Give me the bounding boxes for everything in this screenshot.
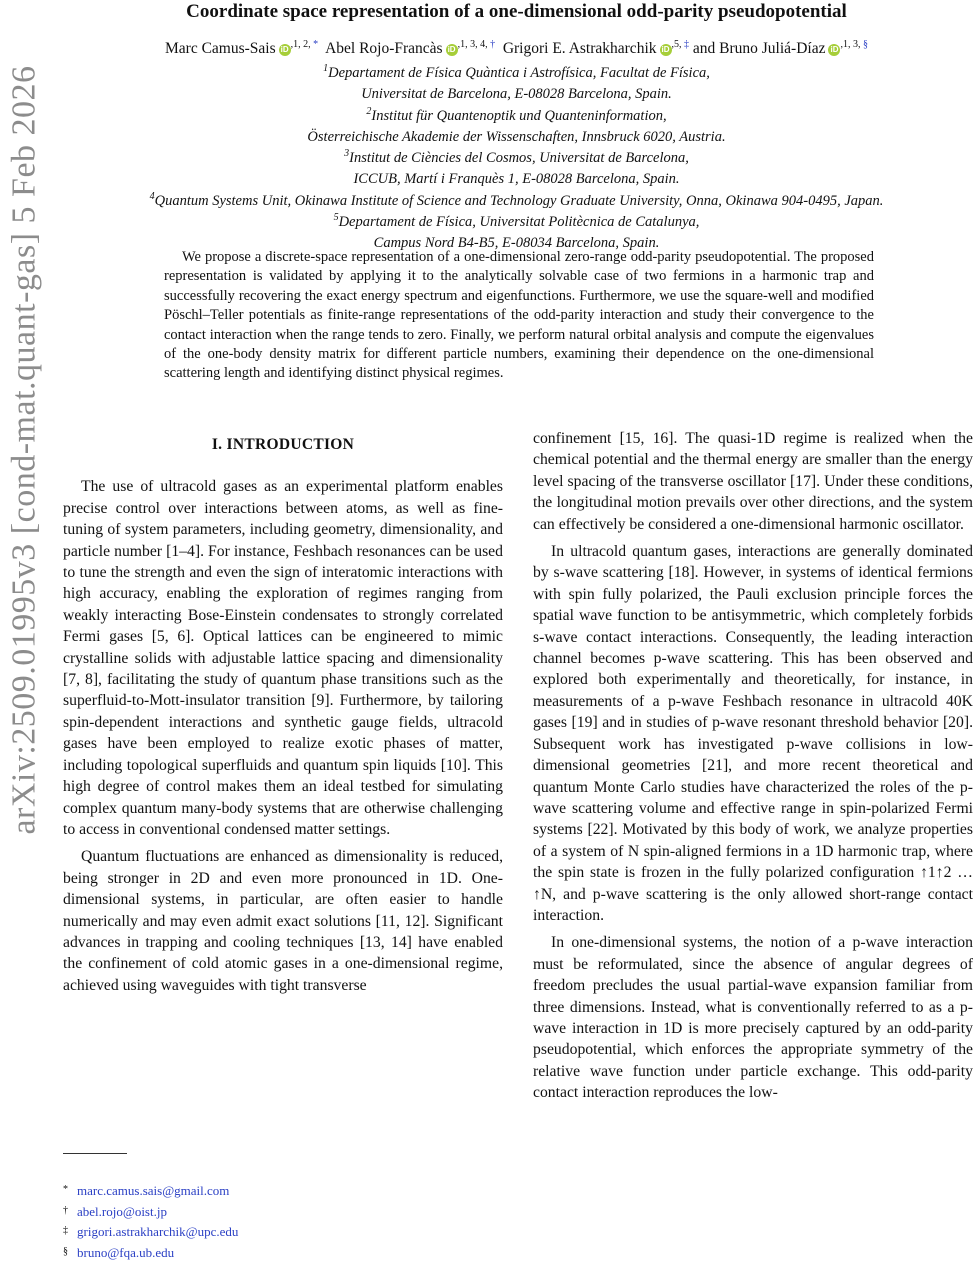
affiliation-line: Österreichische Akademie der Wissenschaften, Innsbruck 6020, Austria. bbox=[307, 128, 726, 145]
footnote: * marc.camus.sais@gmail.com bbox=[63, 1183, 230, 1198]
author-name: Abel Rojo-Francàs bbox=[325, 40, 443, 57]
author-list: Marc Camus-Sais iD $^{,1, 2, *}$ Abel Rojo-Francàs iD $^{,1, 3, 4, \dagger}$ Grigori E. Astrakharchik iD $^{,5, \ddagger}$ and Bruno Juliá-Díaz iD $^{,1, 3, \S}$ bbox=[165, 39, 868, 57]
author-footnote-mark[interactable]: † bbox=[490, 39, 496, 50]
author-name: Grigori E. Astrakharchik bbox=[502, 40, 657, 57]
affiliation-list bbox=[60, 63, 973, 255]
orcid-icon[interactable]: iD bbox=[661, 45, 670, 54]
orcid-icon[interactable]: iD bbox=[280, 45, 289, 54]
paper-title: Coordinate space representation of a one-dimensional odd-parity pseudopotential bbox=[186, 1, 847, 22]
author-footnote-mark[interactable]: ‡ bbox=[684, 39, 689, 50]
footnote: † abel.rojo@oist.jp bbox=[63, 1203, 167, 1219]
body-paragraph: In ultracold quantum gases, interactions are generally dominated by s-wave scattering [18]. However, in systems of identical fermions with spin fully polarized, the Pauli exclusion principle forces the spatial wave function to be antisymmetric, which completely forbids s-wave contact interactions. Consequently, the leading interaction channel becomes p-wave scattering. This has been observed and explored both experimentally and theoretically, for instance, in measurements of a p-wave Feshbach resonance in ultracold 40K gases [19] and in studies of p-wave resonant threshold behavior [20]. Subsequent work has investigated p-wave collisions in low-dimensional geometries [21], and more recent theoretical and quantum Monte Carlo studies have characterized the roles of the p-wave scattering volume and effective range in spin-polarized Fermi systems [22]. Motivated by this body of work, we analyze properties of a system of N spin-aligned fermions in a 1D harmonic trap, where the spin state is frozen in the fully polarized configuration ↑1↑2 … ↑N, and p-wave scattering is the only allowed short-range contact interaction. bbox=[533, 543, 973, 924]
affiliation-line: $^5$Departament de Física, Universitat Politècnica de Catalunya, bbox=[333, 212, 700, 231]
left-column bbox=[63, 430, 503, 996]
affiliation-line: $^3$Institut de Ciències del Cosmos, Universitat de Barcelona, bbox=[344, 148, 689, 167]
affiliation-line: Universitat de Barcelona, E-08028 Barcelona, Spain. bbox=[361, 86, 672, 103]
email-link[interactable]: grigori.astrakharchik@upc.edu bbox=[77, 1224, 239, 1240]
author-name: Bruno Juliá-Díaz bbox=[719, 40, 826, 57]
body-paragraph: In one-dimensional systems, the notion of a p-wave interaction must be reformulated, since the absence of angular degrees of freedom precludes the usual partial-wave expansion familiar from three dimensions. Instead, what is conventionally referred to as a p-wave interaction in 1D is more precisely captured by an odd-parity pseudopotential, which enforces the appropriate symmetry of the relative wave function under particle exchange. This odd-parity contact interaction reproduces the low- bbox=[533, 934, 973, 1102]
author-affil-numbers: 1, 3, bbox=[842, 39, 863, 50]
orcid-icon[interactable]: iD bbox=[447, 45, 456, 54]
section-heading: I. INTRODUCTION bbox=[211, 436, 355, 453]
right-column bbox=[533, 428, 973, 1104]
body-paragraph: The use of ultracold gases as an experimental platform enables precise control over interactions between atoms, as well as fine-tuning of system parameters, including geometry, dimensionality, and particle number [1–4]. For instance, Feshbach resonances can be used to tune the strength and even the sign of interatomic interactions with high accuracy, enabling the exploration of regimes ranging from weakly interacting Bose-Einstein condensates to strongly correlated Fermi gases [5, 6]. Optical lattices can be engineered to mimic crystalline solids with adjustable lattice spacing and dimensionality [7, 8], facilitating the study of quantum phase transitions such as the superfluid-to-Mott-insulator transition [9]. Furthermore, by tailoring spin-dependent interactions and synthetic gauge fields, ultracold gases have been employed to realize exotic phases of matter, including topological superfluids and quantum spin liquids [10]. This high degree of control makes them an ideal testbed for simulating complex quantum many-body systems that are otherwise challenging to access in conventional condensed matter settings. bbox=[63, 478, 503, 838]
author-footnote-mark[interactable]: § bbox=[862, 39, 868, 50]
email-link[interactable]: abel.rojo@oist.jp bbox=[77, 1203, 167, 1219]
author-join-word: and bbox=[692, 40, 716, 57]
author-affil-numbers: 1, 3, 4, bbox=[460, 39, 491, 50]
arxiv-identifier-stamp bbox=[2, 65, 48, 835]
footnote: ‡ grigori.astrakharchik@upc.edu bbox=[63, 1224, 239, 1240]
author-affil-numbers: 5, bbox=[674, 39, 684, 50]
body-paragraph: Quantum fluctuations are enhanced as dimensionality is reduced, being stronger in 2D and even more pronounced in 1D. One-dimensional systems, in particular, are often easier to handle numerically and may even admit exact solutions [11, 12]. Significant advances in trapping and cooling techniques [13, 14] have enabled the confinement of cold atomic gases in a one-dimensional regime, achieved using waveguides with tight transverse bbox=[63, 848, 503, 994]
orcid-icon[interactable]: iD bbox=[830, 45, 839, 54]
abstract: We propose a discrete-space representation of a one-dimensional zero-range odd-parity pseudopotential. The proposed representation is validated by applying it to the analytically solvable case of two fermions in a harmonic trap and successfully recovering the exact energy spectrum and eigenfunctions. Furthermore, we use the square-well and modified Pöschl–Teller potentials as finite-range representations of the odd-parity interaction and study their convergence to the contact interaction when the range tends to zero. Finally, we perform natural orbital analysis and compute the eigenvalues of the one-body density matrix for different particle numbers, examining their dependence on the one-dimensional scattering length and identifying distinct physical regimes. bbox=[164, 249, 874, 382]
footnote-divider bbox=[63, 1153, 127, 1154]
email-link[interactable]: marc.camus.sais@gmail.com bbox=[77, 1183, 230, 1198]
arxiv-id-text: arXiv:2509.01995v3 [cond-mat.quant-gas] 5 Feb 2026 bbox=[6, 65, 43, 835]
email-link[interactable]: bruno@fqa.ub.edu bbox=[77, 1245, 175, 1261]
affiliation-line: $^4$Quantum Systems Unit, Okinawa Institute of Science and Technology Graduate University, Onna, Okinawa 904-0495, Japan. bbox=[149, 190, 884, 209]
affiliation-line: $^2$Institut für Quantenoptik und Quanteninformation, bbox=[366, 105, 667, 124]
footnote: § bruno@fqa.ub.edu bbox=[63, 1245, 175, 1261]
affiliation-line: ICCUB, Martí i Franquès 1, E-08028 Barcelona, Spain. bbox=[353, 171, 680, 188]
author-name: Marc Camus-Sais bbox=[165, 40, 276, 57]
affiliation-line: Campus Nord B4-B5, E-08034 Barcelona, Spain. bbox=[373, 235, 660, 252]
author-footnote-mark[interactable]: * bbox=[313, 39, 319, 50]
author-affil-numbers: 1, 2, bbox=[293, 39, 314, 50]
affiliation-line: $^1$Departament de Física Quàntica i Astrofísica, Facultat de Física, bbox=[323, 63, 710, 81]
body-paragraph: confinement [15, 16]. The quasi-1D regime is realized when the chemical potential and the thermal energy are smaller than the energy level spacing of the transverse oscillator [17]. Under these conditions, the longitudinal motion prevails over other directions, and the system can effectively be considered a one-dimensional harmonic oscillator. bbox=[533, 430, 973, 533]
footnote-list bbox=[63, 1180, 238, 1263]
